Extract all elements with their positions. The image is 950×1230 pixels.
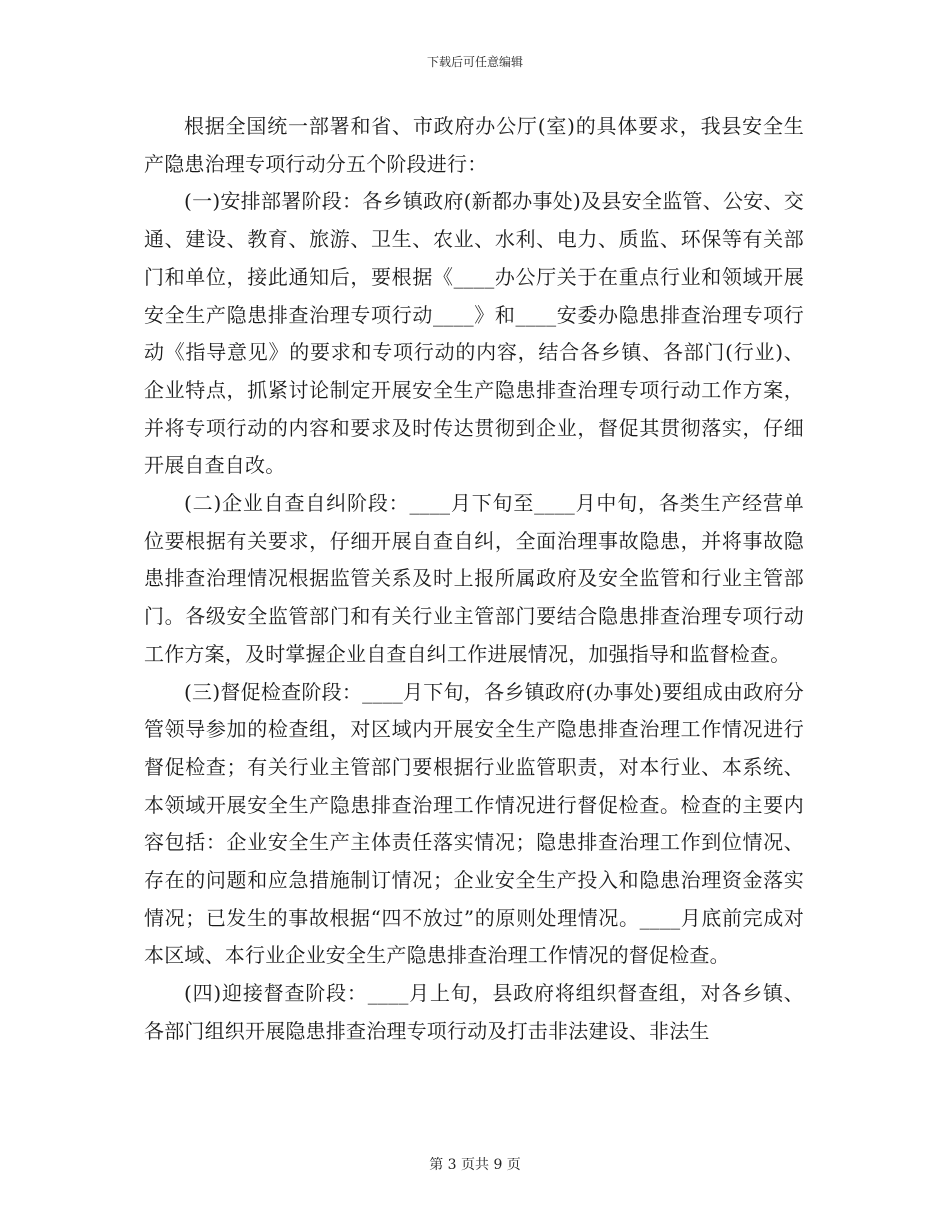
- paragraph-stage-4: (四)迎接督查阶段：____月上旬，县政府将组织督查组，对各乡镇、各部门组织开展隐患排查治理专项行动及打击非法建设、非法生: [144, 981, 804, 1043]
- paragraph-intro: 根据全国统一部署和省、市政府办公厅(室)的具体要求，我县安全生产隐患治理专项行动分五个阶段进行：: [144, 114, 804, 176]
- paragraph-stage-1: (一)安排部署阶段：各乡镇政府(新都办事处)及县安全监管、公安、交通、建设、教育、旅游、卫生、农业、水利、电力、质监、环保等有关部门和单位，接此通知后，要根据《____办公厅关于在重点行业和领域开展安全生产隐患排查治理专项行动____》和____安委办隐患排查治理专项行动《指导意见》的要求和专项行动的内容，结合各乡镇、各部门(行业)、企业特点，抓紧讨论制定开展安全生产隐患排查治理专项行动工作方案，并将专项行动的内容和要求及时传达贯彻到企业，督促其贯彻落实，仔细开展自查自改。: [144, 189, 804, 478]
- paragraph-stage-3: (三)督促检查阶段：____月下旬，各乡镇政府(办事处)要组成由政府分管领导参加的检查组，对区域内开展安全生产隐患排查治理工作情况进行督促检查；有关行业主管部门要根据行业监管职责，对本行业、本系统、本领域开展安全生产隐患排查治理工作情况进行督促检查。检查的主要内容包括：企业安全生产主体责任落实情况；隐患排查治理工作到位情况、存在的问题和应急措施制订情况；企业安全生产投入和隐患治理资金落实情况；已发生的事故根据“四不放过”的原则处理情况。____月底前完成对本区域、本行业企业安全生产隐患排查治理工作情况的督促检查。: [144, 679, 804, 968]
- page-header-note: 下载后可任意编辑: [426, 55, 523, 69]
- page-number: 第 3 页共 9 页: [429, 1157, 521, 1173]
- paragraph-stage-2: (二)企业自查自纠阶段：____月下旬至____月中旬，各类生产经营单位要根据有关要求，仔细开展自查自纠，全面治理事故隐患，并将事故隐患排查治理情况根据监管关系及时上报所属政府及安全监管和行业主管部门。各级安全监管部门和有关行业主管部门要结合隐患排查治理专项行动工作方案，及时掌握企业自查自纠工作进展情况，加强指导和监督检查。: [144, 491, 804, 666]
- document-body: [144, 108, 804, 1051]
